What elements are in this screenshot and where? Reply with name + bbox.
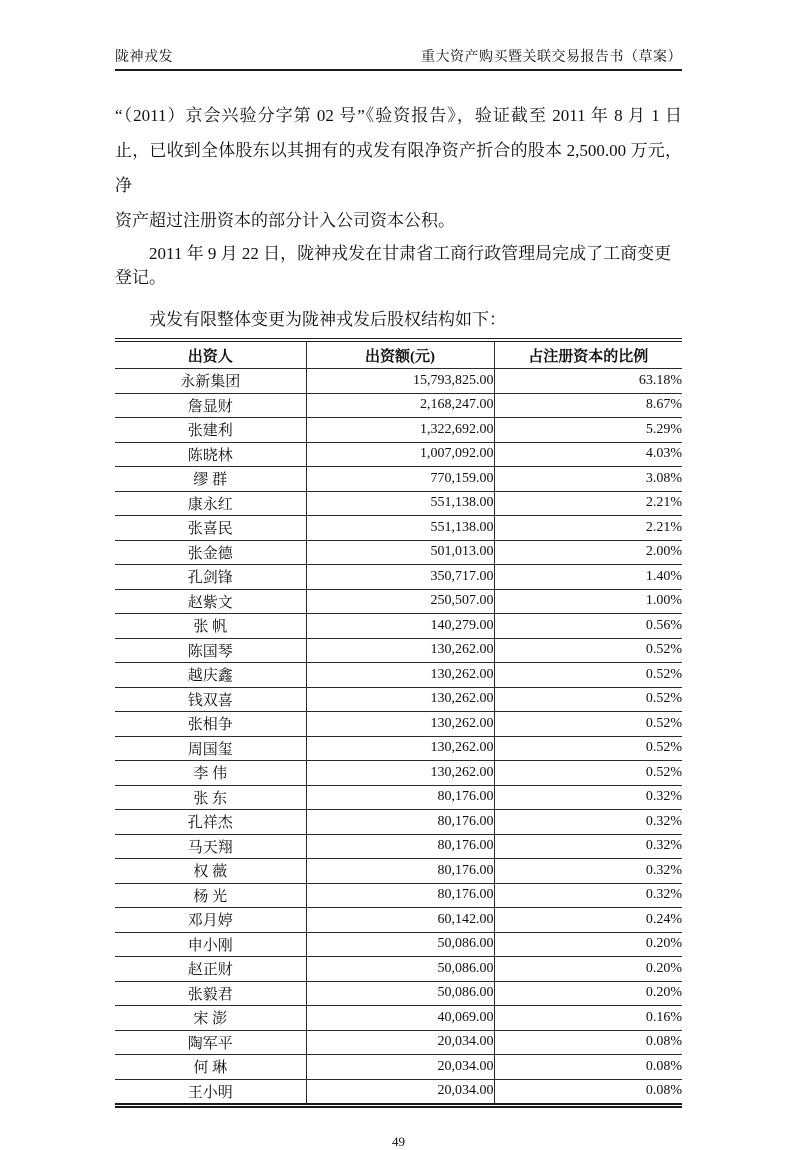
ratio-cell: 0.08%	[494, 1079, 682, 1106]
table-row	[115, 736, 682, 761]
column-header-investor: 出资人	[115, 340, 306, 369]
amount-cell: 130,262.00	[306, 761, 494, 786]
column-header-ratio: 占注册资本的比例	[494, 340, 682, 369]
investor-name-cell: 申小刚	[115, 932, 306, 957]
amount-cell: 50,086.00	[306, 981, 494, 1006]
ratio-cell: 0.08%	[494, 1030, 682, 1055]
header-company-name: 陇神戎发	[115, 50, 173, 65]
amount-cell: 130,262.00	[306, 736, 494, 761]
table-row	[115, 516, 682, 541]
table-row	[115, 565, 682, 590]
paragraph-line: “（2011）京会兴验分字第 02 号”《验资报告》，验证截至 2011 年 8 月 1 日	[115, 106, 682, 125]
amount-cell: 770,159.00	[306, 467, 494, 492]
amount-cell: 551,138.00	[306, 491, 494, 516]
amount-cell: 80,176.00	[306, 834, 494, 859]
table-row	[115, 981, 682, 1006]
table-row	[115, 589, 682, 614]
amount-cell: 2,168,247.00	[306, 393, 494, 418]
investor-name-cell: 邓月婷	[115, 908, 306, 933]
investor-name-cell: 越庆鑫	[115, 663, 306, 688]
ratio-cell: 0.16%	[494, 1006, 682, 1031]
investor-name-cell: 钱双喜	[115, 687, 306, 712]
ratio-cell: 0.32%	[494, 785, 682, 810]
ratio-cell: 2.21%	[494, 516, 682, 541]
ratio-cell: 0.52%	[494, 663, 682, 688]
paragraph-capital-verification	[115, 98, 682, 238]
table-row	[115, 393, 682, 418]
amount-cell: 350,717.00	[306, 565, 494, 590]
amount-cell: 130,262.00	[306, 663, 494, 688]
ratio-cell: 4.03%	[494, 442, 682, 467]
shareholder-structure-table	[115, 338, 682, 1108]
ratio-cell: 5.29%	[494, 418, 682, 443]
ratio-cell: 2.00%	[494, 540, 682, 565]
table-row	[115, 1079, 682, 1106]
paragraph-line: 止，已收到全体股东以其拥有的戎发有限净资产折合的股本 2,500.00 万元，净	[115, 141, 682, 195]
amount-cell: 20,034.00	[306, 1055, 494, 1080]
investor-name-cell: 王小明	[115, 1079, 306, 1106]
table-row	[115, 1006, 682, 1031]
ratio-cell: 0.52%	[494, 736, 682, 761]
running-header	[115, 0, 682, 71]
table-row	[115, 638, 682, 663]
investor-name-cell: 詹显财	[115, 393, 306, 418]
amount-cell: 130,262.00	[306, 687, 494, 712]
amount-cell: 80,176.00	[306, 883, 494, 908]
investor-name-cell: 张相争	[115, 712, 306, 737]
paragraph-table-lead-in: 戎发有限整体变更为陇神戎发后股权结构如下：	[149, 310, 506, 329]
ratio-cell: 0.52%	[494, 712, 682, 737]
ratio-cell: 3.08%	[494, 467, 682, 492]
investor-name-cell: 张 帆	[115, 614, 306, 639]
table-row	[115, 614, 682, 639]
table-row	[115, 687, 682, 712]
investor-name-cell: 陶军平	[115, 1030, 306, 1055]
ratio-cell: 0.20%	[494, 932, 682, 957]
ratio-cell: 1.40%	[494, 565, 682, 590]
investor-name-cell: 宋 澎	[115, 1006, 306, 1031]
amount-cell: 140,279.00	[306, 614, 494, 639]
table-header-row	[115, 340, 682, 369]
amount-cell: 130,262.00	[306, 638, 494, 663]
column-header-amount: 出资额(元)	[306, 340, 494, 369]
amount-cell: 50,086.00	[306, 957, 494, 982]
table-row	[115, 467, 682, 492]
investor-name-cell: 永新集团	[180, 374, 241, 391]
investor-name-cell: 张毅君	[115, 981, 306, 1006]
ratio-cell: 0.52%	[494, 761, 682, 786]
investor-name-cell: 陈晓林	[115, 442, 306, 467]
amount-cell: 20,034.00	[306, 1079, 494, 1106]
table-header	[115, 340, 682, 369]
investor-name-cell: 张建利	[115, 418, 306, 443]
table-row	[115, 1030, 682, 1055]
amount-cell: 80,176.00	[306, 859, 494, 884]
paragraph-registration-change: 2011 年 9 月 22 日，陇神戎发在甘肃省工商行政管理局完成了工商变更登记。	[115, 244, 672, 287]
ratio-cell: 63.18%	[638, 372, 682, 388]
document-page	[115, 0, 682, 1150]
table-row	[115, 761, 682, 786]
table-row	[115, 491, 682, 516]
ratio-cell: 0.52%	[494, 687, 682, 712]
table-row	[115, 834, 682, 859]
investor-name-cell: 周国玺	[115, 736, 306, 761]
ratio-cell: 2.21%	[494, 491, 682, 516]
table-row	[115, 369, 682, 394]
investor-name-cell: 赵紫文	[115, 589, 306, 614]
shareholder-table-body	[115, 369, 682, 1106]
amount-cell: 551,138.00	[306, 516, 494, 541]
investor-name-cell: 孔剑锋	[115, 565, 306, 590]
ratio-cell: 1.00%	[494, 589, 682, 614]
ratio-cell: 0.20%	[494, 957, 682, 982]
investor-name-cell: 陈国琴	[115, 638, 306, 663]
table-row	[115, 908, 682, 933]
header-report-title: 重大资产购买暨关联交易报告书（草案）	[421, 50, 682, 65]
investor-name-cell: 张 东	[115, 785, 306, 810]
amount-cell: 501,013.00	[306, 540, 494, 565]
investor-name-cell: 杨 光	[115, 883, 306, 908]
investor-name-cell: 孔祥杰	[115, 810, 306, 835]
table-row	[115, 785, 682, 810]
ratio-cell: 0.32%	[494, 883, 682, 908]
investor-name-cell: 张喜民	[115, 516, 306, 541]
amount-cell: 80,176.00	[306, 810, 494, 835]
table-row	[115, 540, 682, 565]
table-row	[115, 957, 682, 982]
amount-cell: 40,069.00	[306, 1006, 494, 1031]
table-row	[115, 859, 682, 884]
investor-name-cell: 张金德	[115, 540, 306, 565]
table-row	[115, 932, 682, 957]
amount-cell: 15,793,825.00	[306, 369, 494, 394]
ratio-cell: 0.52%	[494, 638, 682, 663]
amount-cell: 1,322,692.00	[306, 418, 494, 443]
ratio-cell: 0.32%	[494, 834, 682, 859]
investor-name-cell: 缪 群	[115, 467, 306, 492]
ratio-cell: 0.24%	[494, 908, 682, 933]
table-row	[115, 442, 682, 467]
investor-name-cell: 李 伟	[115, 761, 306, 786]
amount-cell: 60,142.00	[306, 908, 494, 933]
amount-cell: 130,262.00	[306, 712, 494, 737]
table-row	[115, 1055, 682, 1080]
investor-name-cell: 何 琳	[115, 1055, 306, 1080]
table-row	[115, 883, 682, 908]
amount-cell: 50,086.00	[306, 932, 494, 957]
ratio-cell: 0.32%	[494, 859, 682, 884]
ratio-cell: 0.32%	[494, 810, 682, 835]
amount-cell: 80,176.00	[306, 785, 494, 810]
page-number: 49	[392, 1134, 405, 1149]
table-row	[115, 712, 682, 737]
investor-name-cell: 赵正财	[115, 957, 306, 982]
investor-name-cell: 康永红	[115, 491, 306, 516]
table-row	[115, 810, 682, 835]
investor-name-cell: 权 薇	[115, 859, 306, 884]
ratio-cell: 0.08%	[494, 1055, 682, 1080]
investor-name-cell: 马天翔	[115, 834, 306, 859]
table-row	[115, 663, 682, 688]
amount-cell: 250,507.00	[306, 589, 494, 614]
amount-cell: 1,007,092.00	[306, 442, 494, 467]
paragraph-line: 资产超过注册资本的部分计入公司资本公积。	[115, 211, 455, 230]
ratio-cell: 0.20%	[494, 981, 682, 1006]
amount-cell: 20,034.00	[306, 1030, 494, 1055]
ratio-cell: 8.67%	[494, 393, 682, 418]
table-row	[115, 418, 682, 443]
ratio-cell: 0.56%	[494, 614, 682, 639]
